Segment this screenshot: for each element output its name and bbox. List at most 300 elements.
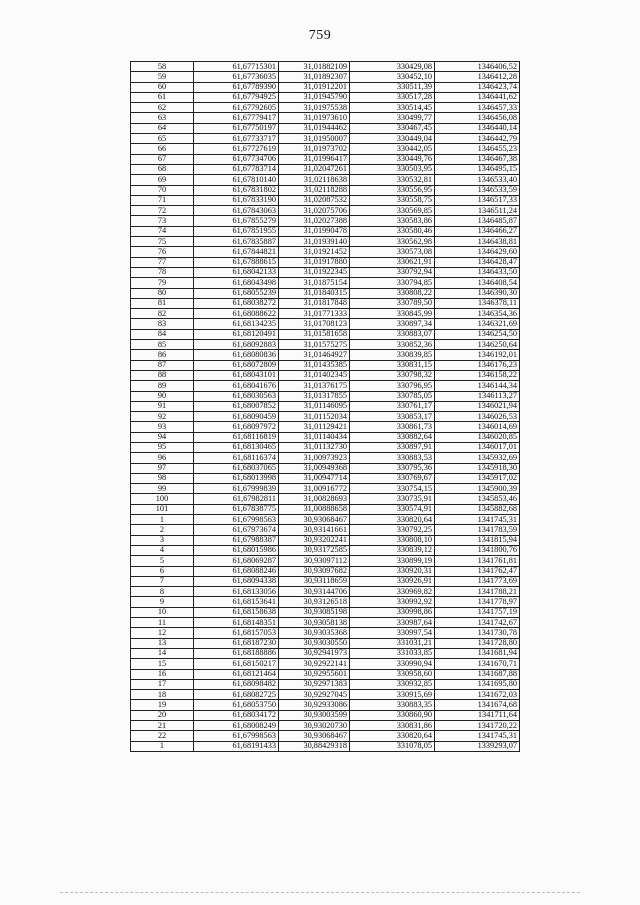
table-row bbox=[131, 473, 520, 483]
longitude-cell: 31,01708123 bbox=[279, 319, 350, 329]
y-coordinate-cell: 1346412,28 bbox=[435, 72, 520, 82]
x-coordinate-cell: 330452,10 bbox=[350, 72, 435, 82]
point-number-cell: 76 bbox=[131, 247, 194, 257]
x-coordinate-cell: 330621,91 bbox=[350, 257, 435, 267]
latitude-cell: 61,67843063 bbox=[194, 206, 279, 216]
x-coordinate-cell: 330820,64 bbox=[350, 731, 435, 741]
table-row bbox=[131, 659, 520, 669]
latitude-cell: 61,68157053 bbox=[194, 628, 279, 638]
longitude-cell: 31,02118638 bbox=[279, 175, 350, 185]
latitude-cell: 61,68090459 bbox=[194, 412, 279, 422]
table-row bbox=[131, 360, 520, 370]
y-coordinate-cell: 1339293,07 bbox=[435, 741, 520, 751]
x-coordinate-cell: 331031,21 bbox=[350, 638, 435, 648]
coordinates-table-body bbox=[131, 62, 520, 752]
latitude-cell: 61,68158638 bbox=[194, 607, 279, 617]
point-number-cell: 5 bbox=[131, 556, 194, 566]
table-row bbox=[131, 123, 520, 133]
point-number-cell: 101 bbox=[131, 504, 194, 514]
y-coordinate-cell: 1345918,30 bbox=[435, 463, 520, 473]
y-coordinate-cell: 1341761,81 bbox=[435, 556, 520, 566]
x-coordinate-cell: 330794,85 bbox=[350, 278, 435, 288]
longitude-cell: 31,01129421 bbox=[279, 422, 350, 432]
longitude-cell: 31,01922345 bbox=[279, 267, 350, 277]
longitude-cell: 31,01944462 bbox=[279, 123, 350, 133]
point-number-cell: 94 bbox=[131, 432, 194, 442]
table-row bbox=[131, 700, 520, 710]
longitude-cell: 30,93085198 bbox=[279, 607, 350, 617]
y-coordinate-cell: 1341815,94 bbox=[435, 535, 520, 545]
longitude-cell: 30,92922141 bbox=[279, 659, 350, 669]
longitude-cell: 31,01996417 bbox=[279, 154, 350, 164]
y-coordinate-cell: 1346176,23 bbox=[435, 360, 520, 370]
point-number-cell: 80 bbox=[131, 288, 194, 298]
y-coordinate-cell: 1341783,59 bbox=[435, 525, 520, 535]
table-row bbox=[131, 566, 520, 576]
latitude-cell: 61,67833190 bbox=[194, 195, 279, 205]
longitude-cell: 31,01132730 bbox=[279, 442, 350, 452]
x-coordinate-cell: 330820,64 bbox=[350, 515, 435, 525]
table-row bbox=[131, 185, 520, 195]
latitude-cell: 61,68043498 bbox=[194, 278, 279, 288]
y-coordinate-cell: 1346457,33 bbox=[435, 103, 520, 113]
longitude-cell: 30,92927045 bbox=[279, 690, 350, 700]
y-coordinate-cell: 1346014,69 bbox=[435, 422, 520, 432]
table-row bbox=[131, 679, 520, 689]
page-bottom-rule bbox=[60, 892, 580, 893]
table-row bbox=[131, 391, 520, 401]
latitude-cell: 61,68034172 bbox=[194, 710, 279, 720]
latitude-cell: 61,68015986 bbox=[194, 545, 279, 555]
x-coordinate-cell: 330852,36 bbox=[350, 340, 435, 350]
latitude-cell: 61,67734706 bbox=[194, 154, 279, 164]
x-coordinate-cell: 330882,64 bbox=[350, 432, 435, 442]
latitude-cell: 61,67779417 bbox=[194, 113, 279, 123]
longitude-cell: 31,01817848 bbox=[279, 298, 350, 308]
table-row bbox=[131, 453, 520, 463]
longitude-cell: 31,01973702 bbox=[279, 144, 350, 154]
latitude-cell: 61,68188886 bbox=[194, 648, 279, 658]
y-coordinate-cell: 1345917,02 bbox=[435, 473, 520, 483]
y-coordinate-cell: 1341745,31 bbox=[435, 731, 520, 741]
latitude-cell: 61,68030563 bbox=[194, 391, 279, 401]
y-coordinate-cell: 1346354,36 bbox=[435, 309, 520, 319]
x-coordinate-cell: 330808,22 bbox=[350, 288, 435, 298]
x-coordinate-cell: 330574,91 bbox=[350, 504, 435, 514]
longitude-cell: 31,00916772 bbox=[279, 484, 350, 494]
latitude-cell: 61,68092883 bbox=[194, 340, 279, 350]
point-number-cell: 89 bbox=[131, 381, 194, 391]
x-coordinate-cell: 330795,36 bbox=[350, 463, 435, 473]
point-number-cell: 58 bbox=[131, 62, 194, 72]
point-number-cell: 100 bbox=[131, 494, 194, 504]
point-number-cell: 8 bbox=[131, 587, 194, 597]
longitude-cell: 30,93035368 bbox=[279, 628, 350, 638]
longitude-cell: 31,02027388 bbox=[279, 216, 350, 226]
table-row bbox=[131, 319, 520, 329]
longitude-cell: 31,02087532 bbox=[279, 195, 350, 205]
table-row bbox=[131, 175, 520, 185]
longitude-cell: 30,92933086 bbox=[279, 700, 350, 710]
latitude-cell: 61,68134235 bbox=[194, 319, 279, 329]
point-number-cell: 61 bbox=[131, 92, 194, 102]
page-number: 759 bbox=[308, 28, 332, 43]
latitude-cell: 61,68037065 bbox=[194, 463, 279, 473]
y-coordinate-cell: 1346020,85 bbox=[435, 432, 520, 442]
x-coordinate-cell: 330853,17 bbox=[350, 412, 435, 422]
y-coordinate-cell: 1341773,69 bbox=[435, 576, 520, 586]
longitude-cell: 30,93202241 bbox=[279, 535, 350, 545]
y-coordinate-cell: 1346467,38 bbox=[435, 154, 520, 164]
point-number-cell: 63 bbox=[131, 113, 194, 123]
table-row bbox=[131, 669, 520, 679]
y-coordinate-cell: 1341757,19 bbox=[435, 607, 520, 617]
longitude-cell: 31,01376175 bbox=[279, 381, 350, 391]
table-row bbox=[131, 278, 520, 288]
point-number-cell: 77 bbox=[131, 257, 194, 267]
point-number-cell: 7 bbox=[131, 576, 194, 586]
longitude-cell: 31,01945790 bbox=[279, 92, 350, 102]
latitude-cell: 61,67789390 bbox=[194, 82, 279, 92]
longitude-cell: 30,93003599 bbox=[279, 710, 350, 720]
x-coordinate-cell: 330831,86 bbox=[350, 721, 435, 731]
latitude-cell: 61,68053750 bbox=[194, 700, 279, 710]
table-row bbox=[131, 103, 520, 113]
longitude-cell: 31,00947714 bbox=[279, 473, 350, 483]
longitude-cell: 30,92955601 bbox=[279, 669, 350, 679]
point-number-cell: 88 bbox=[131, 370, 194, 380]
y-coordinate-cell: 1346455,23 bbox=[435, 144, 520, 154]
latitude-cell: 61,68055239 bbox=[194, 288, 279, 298]
x-coordinate-cell: 330990,94 bbox=[350, 659, 435, 669]
y-coordinate-cell: 1346485,87 bbox=[435, 216, 520, 226]
x-coordinate-cell: 331078,05 bbox=[350, 741, 435, 751]
latitude-cell: 61,68094338 bbox=[194, 576, 279, 586]
longitude-cell: 31,01912201 bbox=[279, 82, 350, 92]
point-number-cell: 65 bbox=[131, 134, 194, 144]
table-row bbox=[131, 432, 520, 442]
point-number-cell: 82 bbox=[131, 309, 194, 319]
y-coordinate-cell: 1346533,59 bbox=[435, 185, 520, 195]
longitude-cell: 30,93141661 bbox=[279, 525, 350, 535]
latitude-cell: 61,68098482 bbox=[194, 679, 279, 689]
y-coordinate-cell: 1341800,76 bbox=[435, 545, 520, 555]
longitude-cell: 31,01140434 bbox=[279, 432, 350, 442]
longitude-cell: 30,93097682 bbox=[279, 566, 350, 576]
y-coordinate-cell: 1341720,22 bbox=[435, 721, 520, 731]
x-coordinate-cell: 330883,53 bbox=[350, 453, 435, 463]
point-number-cell: 97 bbox=[131, 463, 194, 473]
point-number-cell: 4 bbox=[131, 545, 194, 555]
x-coordinate-cell: 330467,45 bbox=[350, 123, 435, 133]
x-coordinate-cell: 330449,76 bbox=[350, 154, 435, 164]
x-coordinate-cell: 330514,45 bbox=[350, 103, 435, 113]
latitude-cell: 61,67810140 bbox=[194, 175, 279, 185]
latitude-cell: 61,68120491 bbox=[194, 329, 279, 339]
latitude-cell: 61,68121464 bbox=[194, 669, 279, 679]
longitude-cell: 31,01581658 bbox=[279, 329, 350, 339]
latitude-cell: 61,68097972 bbox=[194, 422, 279, 432]
longitude-cell: 31,01771333 bbox=[279, 309, 350, 319]
y-coordinate-cell: 1346466,27 bbox=[435, 226, 520, 236]
x-coordinate-cell: 330789,50 bbox=[350, 298, 435, 308]
x-coordinate-cell: 330562,98 bbox=[350, 237, 435, 247]
y-coordinate-cell: 1346144,34 bbox=[435, 381, 520, 391]
table-row bbox=[131, 329, 520, 339]
table-row bbox=[131, 82, 520, 92]
x-coordinate-cell: 330958,60 bbox=[350, 669, 435, 679]
y-coordinate-cell: 1346495,15 bbox=[435, 164, 520, 174]
point-number-cell: 21 bbox=[131, 721, 194, 731]
point-number-cell: 95 bbox=[131, 442, 194, 452]
table-row bbox=[131, 62, 520, 72]
point-number-cell: 22 bbox=[131, 731, 194, 741]
latitude-cell: 61,67888615 bbox=[194, 257, 279, 267]
point-number-cell: 1 bbox=[131, 741, 194, 751]
point-number-cell: 75 bbox=[131, 237, 194, 247]
point-number-cell: 78 bbox=[131, 267, 194, 277]
y-coordinate-cell: 1346026,53 bbox=[435, 412, 520, 422]
longitude-cell: 31,01939140 bbox=[279, 237, 350, 247]
x-coordinate-cell: 330969,82 bbox=[350, 587, 435, 597]
y-coordinate-cell: 1346433,50 bbox=[435, 267, 520, 277]
point-number-cell: 81 bbox=[131, 298, 194, 308]
latitude-cell: 61,68008249 bbox=[194, 721, 279, 731]
point-number-cell: 20 bbox=[131, 710, 194, 720]
x-coordinate-cell: 330503,95 bbox=[350, 164, 435, 174]
point-number-cell: 11 bbox=[131, 618, 194, 628]
x-coordinate-cell: 330442,05 bbox=[350, 144, 435, 154]
table-row bbox=[131, 381, 520, 391]
point-number-cell: 60 bbox=[131, 82, 194, 92]
latitude-cell: 61,68043101 bbox=[194, 370, 279, 380]
latitude-cell: 61,68133056 bbox=[194, 587, 279, 597]
y-coordinate-cell: 1345882,68 bbox=[435, 504, 520, 514]
point-number-cell: 79 bbox=[131, 278, 194, 288]
x-coordinate-cell: 330558,75 bbox=[350, 195, 435, 205]
x-coordinate-cell: 330998,86 bbox=[350, 607, 435, 617]
table-row bbox=[131, 92, 520, 102]
y-coordinate-cell: 1341745,31 bbox=[435, 515, 520, 525]
table-row bbox=[131, 340, 520, 350]
point-number-cell: 96 bbox=[131, 453, 194, 463]
table-row bbox=[131, 556, 520, 566]
point-number-cell: 12 bbox=[131, 628, 194, 638]
y-coordinate-cell: 1341672,03 bbox=[435, 690, 520, 700]
x-coordinate-cell: 330920,31 bbox=[350, 566, 435, 576]
latitude-cell: 61,68150217 bbox=[194, 659, 279, 669]
y-coordinate-cell: 1341742,67 bbox=[435, 618, 520, 628]
y-coordinate-cell: 1346254,50 bbox=[435, 329, 520, 339]
table-row bbox=[131, 545, 520, 555]
x-coordinate-cell: 330796,95 bbox=[350, 381, 435, 391]
x-coordinate-cell: 330883,07 bbox=[350, 329, 435, 339]
x-coordinate-cell: 330915,69 bbox=[350, 690, 435, 700]
table-row bbox=[131, 463, 520, 473]
y-coordinate-cell: 1346511,24 bbox=[435, 206, 520, 216]
y-coordinate-cell: 1346438,81 bbox=[435, 237, 520, 247]
longitude-cell: 31,01950007 bbox=[279, 134, 350, 144]
x-coordinate-cell: 330792,94 bbox=[350, 267, 435, 277]
y-coordinate-cell: 1346517,33 bbox=[435, 195, 520, 205]
point-number-cell: 10 bbox=[131, 607, 194, 617]
latitude-cell: 61,68153641 bbox=[194, 597, 279, 607]
x-coordinate-cell: 330517,28 bbox=[350, 92, 435, 102]
table-row bbox=[131, 350, 520, 360]
longitude-cell: 30,93118659 bbox=[279, 576, 350, 586]
y-coordinate-cell: 1346158,22 bbox=[435, 370, 520, 380]
x-coordinate-cell: 330899,19 bbox=[350, 556, 435, 566]
point-number-cell: 98 bbox=[131, 473, 194, 483]
latitude-cell: 61,68080836 bbox=[194, 350, 279, 360]
longitude-cell: 31,01575275 bbox=[279, 340, 350, 350]
longitude-cell: 30,93068467 bbox=[279, 515, 350, 525]
table-row bbox=[131, 648, 520, 658]
table-row bbox=[131, 288, 520, 298]
longitude-cell: 31,01840315 bbox=[279, 288, 350, 298]
table-row bbox=[131, 741, 520, 751]
x-coordinate-cell: 330449,04 bbox=[350, 134, 435, 144]
latitude-cell: 61,67733717 bbox=[194, 134, 279, 144]
latitude-cell: 61,67988387 bbox=[194, 535, 279, 545]
point-number-cell: 59 bbox=[131, 72, 194, 82]
x-coordinate-cell: 330499,77 bbox=[350, 113, 435, 123]
point-number-cell: 66 bbox=[131, 144, 194, 154]
table-row bbox=[131, 164, 520, 174]
y-coordinate-cell: 1346250,64 bbox=[435, 340, 520, 350]
y-coordinate-cell: 1346428,47 bbox=[435, 257, 520, 267]
table-row bbox=[131, 267, 520, 277]
y-coordinate-cell: 1345853,46 bbox=[435, 494, 520, 504]
table-row bbox=[131, 628, 520, 638]
longitude-cell: 31,01146095 bbox=[279, 401, 350, 411]
y-coordinate-cell: 1346442,79 bbox=[435, 134, 520, 144]
latitude-cell: 61,67750197 bbox=[194, 123, 279, 133]
point-number-cell: 1 bbox=[131, 515, 194, 525]
table-row bbox=[131, 412, 520, 422]
coordinates-table bbox=[130, 61, 520, 752]
x-coordinate-cell: 330769,67 bbox=[350, 473, 435, 483]
latitude-cell: 61,68088246 bbox=[194, 566, 279, 576]
latitude-cell: 61,67835887 bbox=[194, 237, 279, 247]
table-row bbox=[131, 216, 520, 226]
point-number-cell: 18 bbox=[131, 690, 194, 700]
table-row bbox=[131, 494, 520, 504]
table-row bbox=[131, 690, 520, 700]
point-number-cell: 85 bbox=[131, 340, 194, 350]
point-number-cell: 67 bbox=[131, 154, 194, 164]
point-number-cell: 99 bbox=[131, 484, 194, 494]
latitude-cell: 61,67783714 bbox=[194, 164, 279, 174]
point-number-cell: 2 bbox=[131, 525, 194, 535]
table-row bbox=[131, 721, 520, 731]
y-coordinate-cell: 1346408,54 bbox=[435, 278, 520, 288]
latitude-cell: 61,68013998 bbox=[194, 473, 279, 483]
longitude-cell: 30,92941973 bbox=[279, 648, 350, 658]
table-row bbox=[131, 298, 520, 308]
latitude-cell: 61,67794925 bbox=[194, 92, 279, 102]
table-row bbox=[131, 731, 520, 741]
table-row bbox=[131, 535, 520, 545]
table-row bbox=[131, 422, 520, 432]
table-row bbox=[131, 638, 520, 648]
x-coordinate-cell: 330839,12 bbox=[350, 545, 435, 555]
longitude-cell: 31,01402345 bbox=[279, 370, 350, 380]
y-coordinate-cell: 1341711,64 bbox=[435, 710, 520, 720]
latitude-cell: 61,67855279 bbox=[194, 216, 279, 226]
longitude-cell: 31,00949368 bbox=[279, 463, 350, 473]
longitude-cell: 30,93020730 bbox=[279, 721, 350, 731]
table-row bbox=[131, 206, 520, 216]
latitude-cell: 61,68187230 bbox=[194, 638, 279, 648]
x-coordinate-cell: 330883,35 bbox=[350, 700, 435, 710]
point-number-cell: 16 bbox=[131, 669, 194, 679]
table-row bbox=[131, 576, 520, 586]
table-row bbox=[131, 237, 520, 247]
x-coordinate-cell: 330761,17 bbox=[350, 401, 435, 411]
point-number-cell: 9 bbox=[131, 597, 194, 607]
longitude-cell: 30,93097112 bbox=[279, 556, 350, 566]
y-coordinate-cell: 1341778,97 bbox=[435, 597, 520, 607]
y-coordinate-cell: 1341687,88 bbox=[435, 669, 520, 679]
longitude-cell: 31,01892307 bbox=[279, 72, 350, 82]
y-coordinate-cell: 1341695,80 bbox=[435, 679, 520, 689]
latitude-cell: 61,68148351 bbox=[194, 618, 279, 628]
table-row bbox=[131, 401, 520, 411]
latitude-cell: 61,68116819 bbox=[194, 432, 279, 442]
point-number-cell: 17 bbox=[131, 679, 194, 689]
longitude-cell: 31,01317855 bbox=[279, 391, 350, 401]
point-number-cell: 6 bbox=[131, 566, 194, 576]
latitude-cell: 61,67831802 bbox=[194, 185, 279, 195]
longitude-cell: 31,01875154 bbox=[279, 278, 350, 288]
latitude-cell: 61,67715301 bbox=[194, 62, 279, 72]
table-row bbox=[131, 618, 520, 628]
latitude-cell: 61,67982811 bbox=[194, 494, 279, 504]
y-coordinate-cell: 1346390,30 bbox=[435, 288, 520, 298]
point-number-cell: 74 bbox=[131, 226, 194, 236]
longitude-cell: 30,88429318 bbox=[279, 741, 350, 751]
longitude-cell: 31,01152034 bbox=[279, 412, 350, 422]
longitude-cell: 30,93144706 bbox=[279, 587, 350, 597]
table-row bbox=[131, 587, 520, 597]
table-row bbox=[131, 154, 520, 164]
latitude-cell: 61,68007852 bbox=[194, 401, 279, 411]
latitude-cell: 61,68042133 bbox=[194, 267, 279, 277]
point-number-cell: 91 bbox=[131, 401, 194, 411]
y-coordinate-cell: 1346406,52 bbox=[435, 62, 520, 72]
point-number-cell: 68 bbox=[131, 164, 194, 174]
point-number-cell: 13 bbox=[131, 638, 194, 648]
point-number-cell: 15 bbox=[131, 659, 194, 669]
x-coordinate-cell: 330583,86 bbox=[350, 216, 435, 226]
latitude-cell: 61,67998563 bbox=[194, 515, 279, 525]
latitude-cell: 61,68072809 bbox=[194, 360, 279, 370]
x-coordinate-cell: 330580,46 bbox=[350, 226, 435, 236]
y-coordinate-cell: 1341674,68 bbox=[435, 700, 520, 710]
table-row bbox=[131, 195, 520, 205]
x-coordinate-cell: 330861,73 bbox=[350, 422, 435, 432]
longitude-cell: 31,02118288 bbox=[279, 185, 350, 195]
latitude-cell: 61,68088622 bbox=[194, 309, 279, 319]
latitude-cell: 61,67736035 bbox=[194, 72, 279, 82]
latitude-cell: 61,67973674 bbox=[194, 525, 279, 535]
x-coordinate-cell: 331033,85 bbox=[350, 648, 435, 658]
x-coordinate-cell: 330569,85 bbox=[350, 206, 435, 216]
longitude-cell: 30,93172585 bbox=[279, 545, 350, 555]
y-coordinate-cell: 1346456,08 bbox=[435, 113, 520, 123]
longitude-cell: 31,01975538 bbox=[279, 103, 350, 113]
